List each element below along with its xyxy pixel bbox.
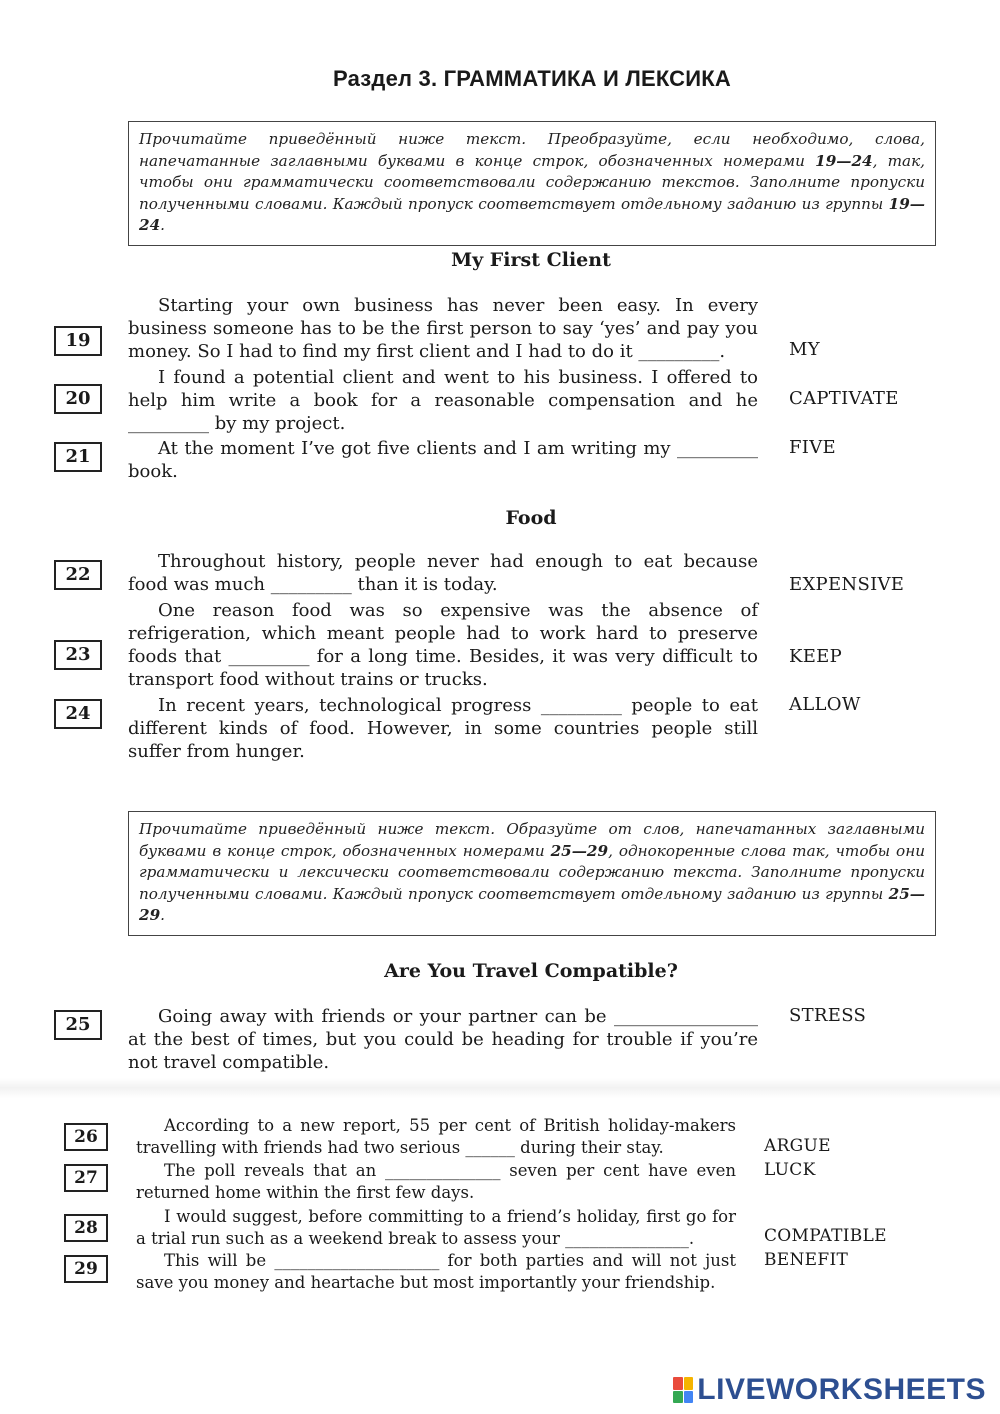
keyword-29: BENEFIT <box>764 1250 849 1270</box>
instructions-text: , однокоренные слова так, чтобы они грамматически и лексически соответствовали содержанию текста. Заполните пропуски полученными словами. Каждый пропуск соответствует отдельному заданию из группы <box>139 841 925 903</box>
text-title-food: Food <box>505 507 557 529</box>
text-title-my-first-client: My First Client <box>451 249 611 271</box>
paragraph-24: In recent years, technological progress _________ people to eat different kinds of food. However, in some countries people still suffer from hunger. <box>128 695 758 762</box>
logo-square <box>673 1391 683 1404</box>
instructions-text: . <box>160 216 165 234</box>
instructions-text: , так, чтобы они грамматически соответствовали содержанию текстов. Заполните пропуски полученными словами. Каждый пропуск соответствует отдельному заданию из группы <box>139 151 925 213</box>
liveworksheets-logo[interactable] <box>673 1373 986 1407</box>
keyword-23: KEEP <box>789 646 843 667</box>
task-number-27: 27 <box>64 1164 108 1192</box>
keyword-19: MY <box>789 339 820 360</box>
task-number-29: 29 <box>64 1255 108 1283</box>
paragraph-21: At the moment I’ve got five clients and I am writing my _________ book. <box>128 438 758 482</box>
task-number-28: 28 <box>64 1214 108 1242</box>
keyword-28: COMPATIBLE <box>764 1226 887 1246</box>
keyword-24: ALLOW <box>789 694 861 715</box>
task-range: 19—24 <box>815 151 873 170</box>
keyword-26: ARGUE <box>764 1136 831 1156</box>
task-number-23: 23 <box>54 640 102 670</box>
task-number-22: 22 <box>54 560 102 590</box>
paragraph-20: I found a potential client and went to his business. I offered to help him write a book for a reasonable compensation and he _________ by my project. <box>128 367 758 434</box>
task-number-20: 20 <box>54 384 102 414</box>
liveworksheets-logo-icon <box>673 1377 693 1403</box>
logo-square <box>673 1377 683 1390</box>
text-title-travel: Are You Travel Compatible? <box>384 960 678 982</box>
instructions-text: Прочитайте приведённый ниже текст. Преобразуйте, если необходимо, слова, напечатанные заглавными буквами в конце строк, обозначенных номерами <box>139 130 925 170</box>
keyword-27: LUCK <box>764 1160 816 1180</box>
instructions-text: Прочитайте приведённый ниже текст. Образуйте от слов, напечатанных заглавными буквами в конце строк, обозначенных номерами <box>139 820 925 860</box>
keyword-25: STRESS <box>789 1005 867 1026</box>
paragraph-26: According to a new report, 55 per cent of British holiday-makers travelling with friends had two serious ______ during their stay. <box>136 1116 736 1157</box>
task-number-19: 19 <box>54 326 102 356</box>
instructions-box-1 <box>128 121 936 246</box>
liveworksheets-logo-text: LIVEWORKSHEETS <box>697 1373 986 1406</box>
section-title: Раздел 3. ГРАММАТИКА И ЛЕКСИКА <box>333 66 731 91</box>
paragraph-25: Going away with friends or your partner can be ________________ at the best of times, but you could be heading for trouble if you’re not travel compatible. <box>128 1006 758 1073</box>
keyword-20: CAPTIVATE <box>789 388 899 409</box>
logo-square <box>684 1377 694 1390</box>
task-number-26: 26 <box>64 1123 108 1151</box>
task-number-21: 21 <box>54 442 102 472</box>
task-range: 19—24 <box>139 194 925 234</box>
paragraph-23: One reason food was so expensive was the absence of refrigeration, which meant people had to work hard to preserve foods that _________ for a long time. Besides, it was very difficult to transport food without trains or trucks. <box>128 600 758 690</box>
paragraph-29: This will be ____________________ for both parties and will not just save you money and heartache but most importantly your friendship. <box>136 1251 736 1292</box>
instructions-text: . <box>160 906 165 924</box>
scan-seam <box>0 1078 1000 1098</box>
paragraph-22: Throughout history, people never had enough to eat because food was much _________ than it is today. <box>128 551 758 595</box>
paragraph-19: Starting your own business has never been easy. In every business someone has to be the first person to say ‘yes’ and pay you money. So I had to find my first client and I had to do it _________. <box>128 295 758 362</box>
paragraph-27: The poll reveals that an ______________ seven per cent have even returned home within the first few days. <box>136 1161 736 1202</box>
keyword-22: EXPENSIVE <box>789 574 905 595</box>
logo-square <box>684 1391 694 1404</box>
task-number-24: 24 <box>54 699 102 729</box>
paragraph-28: I would suggest, before committing to a friend’s holiday, first go for a trial run such as a weekend break to assess your _______________. <box>136 1207 736 1248</box>
keyword-21: FIVE <box>789 437 836 458</box>
task-range: 25—29 <box>550 841 609 860</box>
task-range: 25—29 <box>139 884 925 924</box>
task-number-25: 25 <box>54 1010 102 1040</box>
instructions-box-2 <box>128 811 936 936</box>
